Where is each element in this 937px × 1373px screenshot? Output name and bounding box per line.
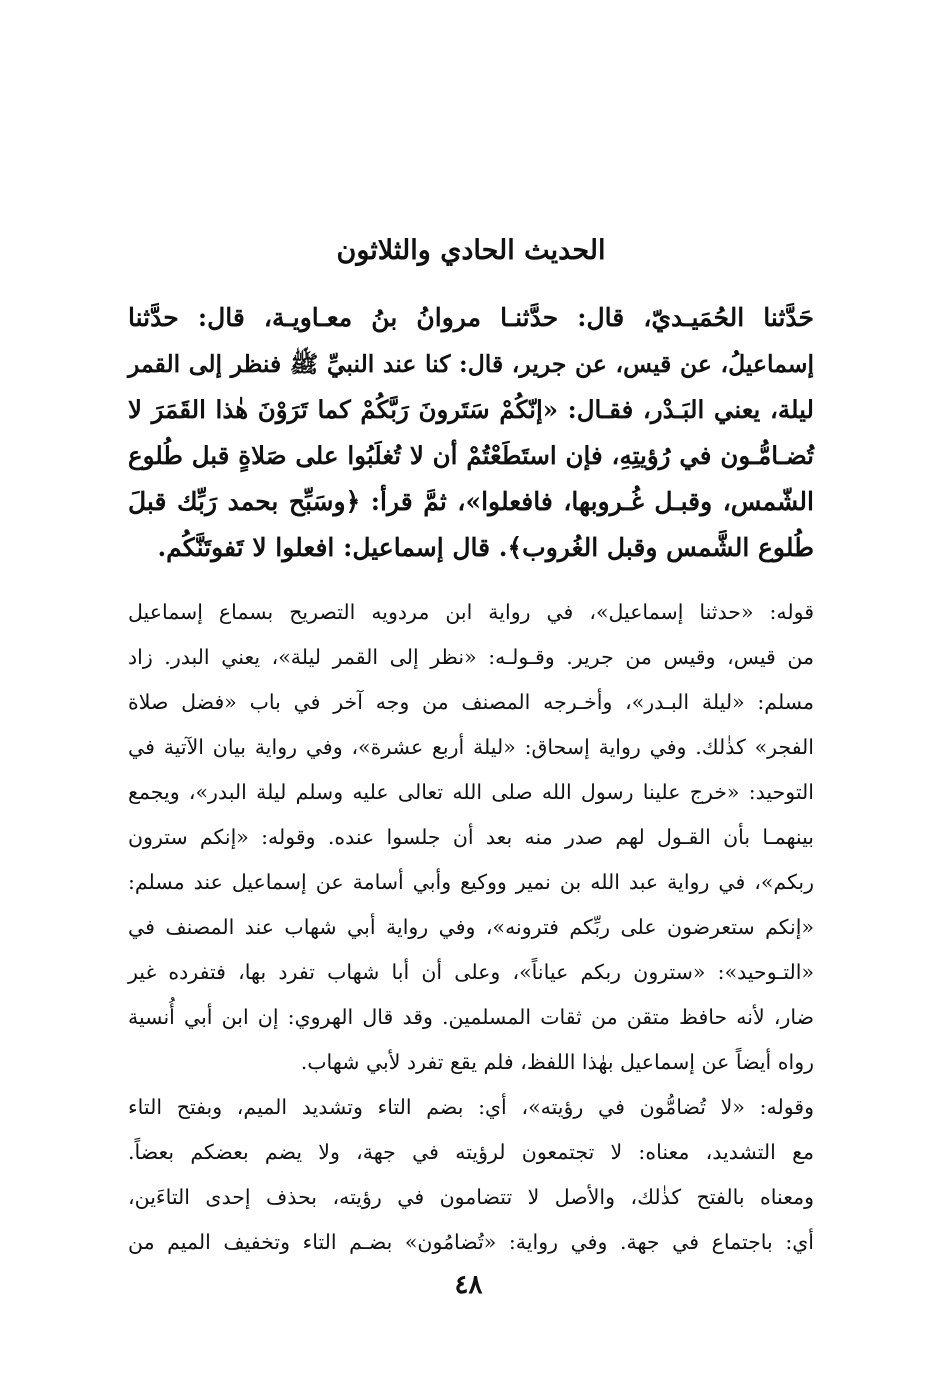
- hadith-line: إسماعيلُ، عن قيس، عن جرير، قال: كنا عند النبيِّ ﷺ فنظر إلى القمر: [128, 350, 814, 378]
- commentary-line: أي: باجتماع في جهة. وفي رواية: «تُضامُون» بضـم التاء وتخفيف الميم من: [128, 1230, 814, 1254]
- hadith-line: تُضـامُّـون في رُؤيتِهِ، فإن استَطَعْتُمْ أن لا تُغلَبُوا على صَلاةٍ قبل طُلوع: [128, 441, 814, 470]
- commentary-line: بينهمـا بأن القـول لهم صدر منه بعد أن جلسوا عنده. وقوله: «إنكم سترون: [128, 825, 814, 849]
- commentary-line: «التـوحيد»: «سترون ربكم عياناً»، وعلى أن أبا شهاب تفرد بها، فتفرده غير: [128, 960, 814, 984]
- hadith-line: الشّمس، وقبـل غُـروبها، فافعلوا»، ثمَّ قرأ: ﴿وسَبِّح بحمد رَبِّك قبلَ: [128, 487, 814, 516]
- commentary-line: من قيس، وقيس من جرير. وقـولـه: «نظر إلى القمر ليلة»، يعني البدر. زاد: [128, 645, 814, 669]
- commentary-paragraph-1: [128, 590, 814, 1085]
- commentary-line: وقوله: «لا تُضامُّون في رؤيته»، أي: بضم التاء وتشديد الميم، وبفتح التاء: [128, 1095, 814, 1119]
- commentary-line: رواه أيضاً عن إسماعيل بهٰذا اللفظ، فلم يقع تفرد لأبي شهاب.: [300, 1050, 814, 1074]
- commentary-line: ربكم»، في رواية عبد الله بن نمير ووكيع وأبي أسامة عن إسماعيل عند مسلم:: [128, 870, 814, 894]
- commentary-line: «إنكم ستعرضون على ربِّكم فترونه»، وفي رواية أبي شهاب عند المصنف في: [128, 915, 814, 939]
- commentary-line: مع التشديد، معناه: لا تجتمعون لرؤيته في جهة، ولا يضم بعضكم بعضاً.: [128, 1140, 814, 1164]
- commentary-line: مسلم: «ليلة البـدر»، وأخـرجه المصنف من وجه آخر في باب «فضل صلاة: [128, 690, 814, 714]
- commentary-line: قوله: «حدثنا إسماعيل»، في رواية ابن مردويه التصريح بسماع إسماعيل: [128, 600, 814, 624]
- hadith-title: الحديث الحادي والثلاثون: [336, 235, 606, 266]
- hadith-text: [128, 295, 814, 571]
- commentary-line: ومعناه بالفتح كذٰلك، والأصل لا تتضامون في رؤيته، بحذف إحدى التاءَين،: [128, 1185, 814, 1209]
- hadith-line: ليلة، يعني البَـدْر، فقـال: «إنّكُمْ سَتَرونَ رَبَّكُمْ كما تَرَوْنَ هٰذا القَمَرَ لا: [128, 395, 814, 424]
- commentary-line: ضار، لأنه حافظ متقن من ثقات المسلمين. وقد قال الهروي: إن ابن أبي أُنسية: [128, 1005, 814, 1029]
- commentary-line: الفجر» كذٰلك. وفي رواية إسحاق: «ليلة أربع عشرة»، وفي رواية بيان الآتية في: [128, 735, 814, 759]
- commentary-paragraph-2: [128, 1085, 814, 1265]
- hadith-line: طُلوع الشَّمس وقبل الغُروب﴾. قال إسماعيل: افعلوا لا تَفوتَنَّكُم.: [157, 533, 814, 562]
- commentary-line: التوحيد: «خرج علينا رسول الله صلى الله تعالى عليه وسلم ليلة البدر»، ويجمع: [128, 780, 814, 804]
- page-number: ٤٨: [454, 1270, 483, 1300]
- hadith-line: حَدَّثنا الحُمَيـديّ، قال: حدَّثنـا مروانُ بنُ معـاويـة، قال: حدَّثنا: [128, 303, 814, 332]
